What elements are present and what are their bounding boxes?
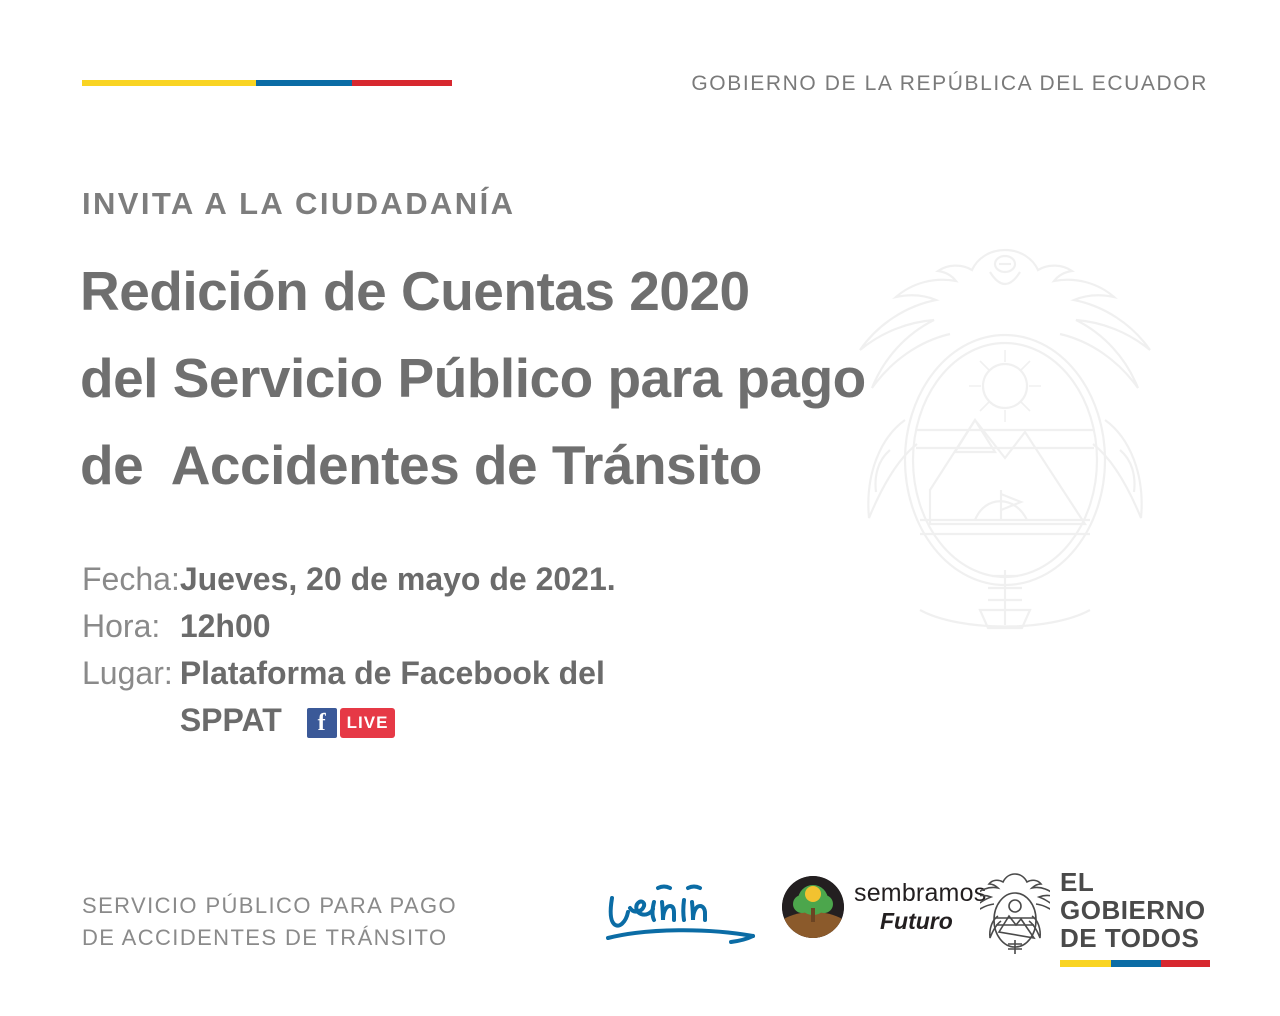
sembramos-line-1: sembramos (854, 879, 987, 907)
footer-flag-yellow (1060, 960, 1111, 967)
government-title: GOBIERNO DE LA REPÚBLICA DEL ECUADOR (691, 72, 1208, 95)
detail-row-time (82, 603, 616, 650)
sppat-text: SPPAT (179, 702, 282, 739)
detail-value-time: 12h00 (179, 608, 271, 645)
live-label: LIVE (340, 708, 396, 738)
gobierno-text-block (1060, 868, 1210, 967)
detail-row-place (82, 650, 616, 697)
headline-line-2: del Servicio Público para pago (80, 346, 866, 409)
detail-value-place-cont (180, 697, 616, 744)
shield-icon (980, 868, 1050, 965)
event-details (82, 556, 616, 744)
detail-label-place: Lugar: (82, 655, 173, 692)
facebook-live-badge[interactable] (307, 708, 396, 738)
institution-line-1: SERVICIO PÚBLICO PARA PAGO (82, 893, 458, 918)
detail-label-time: Hora: (82, 608, 161, 645)
invite-label: INVITA A LA CIUDADANÍA (82, 186, 516, 221)
sembramos-line-2: Futuro (880, 908, 953, 934)
detail-value-date: Jueves, 20 de mayo de 2021. (179, 561, 616, 597)
lenin-signature-logo (600, 880, 760, 950)
detail-row-place-cont (82, 697, 616, 744)
sembramos-futuro-logo (782, 876, 986, 938)
detail-label-empty (82, 697, 180, 744)
gobierno-line-3: DE TODOS (1060, 923, 1200, 954)
footer-flag-bar (1060, 960, 1210, 967)
gobierno-de-todos-logo (980, 868, 1210, 967)
footer-flag-red (1161, 960, 1211, 967)
page-title (80, 248, 1080, 509)
institution-line-2: DE ACCIDENTES DE TRÁNSITO (82, 924, 448, 950)
footer-flag-blue (1111, 960, 1161, 967)
gobierno-line-2: GOBIERNO (1060, 895, 1206, 926)
flag-stripe-blue (256, 80, 352, 86)
sembramos-text (854, 881, 986, 933)
gobierno-line-1: EL (1060, 867, 1095, 897)
flag-stripe-red (352, 80, 452, 86)
detail-row-date (82, 556, 616, 603)
detail-label-date: Fecha: (82, 561, 180, 597)
facebook-icon: f (307, 708, 337, 738)
ecuador-flag-bar (82, 80, 452, 86)
tree-icon (782, 876, 844, 938)
flag-stripe-yellow (82, 80, 256, 86)
headline-line-3: de Accidentes de Tránsito (80, 433, 762, 496)
headline-line-1: Redición de Cuentas 2020 (80, 260, 750, 322)
detail-value-place: Plataforma de Facebook del (179, 655, 605, 692)
institution-name (82, 890, 457, 954)
